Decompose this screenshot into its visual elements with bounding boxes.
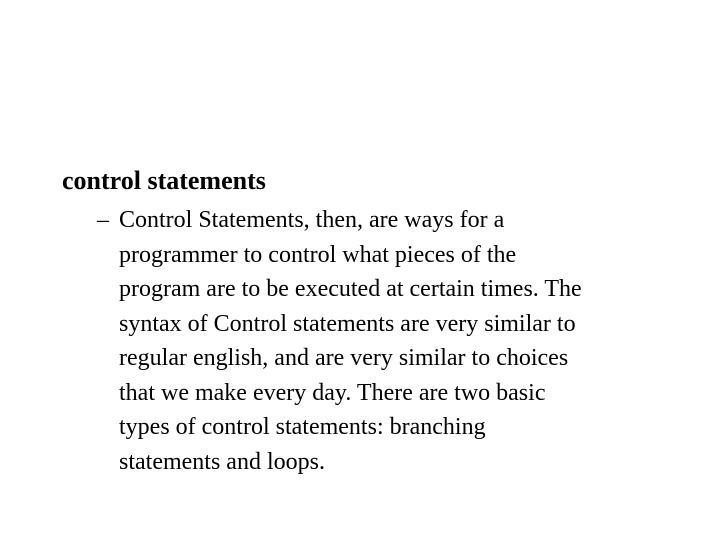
bullet-item [97,203,697,479]
bullet-line-5: regular english, and are very similar to choices [119,345,569,371]
bullet-line-4: syntax of Control statements are very similar to [119,310,576,337]
bullet-line-7: types of control statements: branching [119,414,486,440]
bullet-line-2: programmer to control what pieces of the [119,241,517,268]
slide-heading: control statements [62,166,266,195]
bullet-line-6: that we make every day. There are two basic [119,379,546,406]
bullet-line-8: statements and loops. [119,448,325,475]
bullet-line-1: Control Statements, then, are ways for a [119,207,505,233]
bullet-line-3: program are to be executed at certain times. The [119,276,582,302]
bullet-marker: – [97,207,109,233]
bullet-text [119,203,697,479]
